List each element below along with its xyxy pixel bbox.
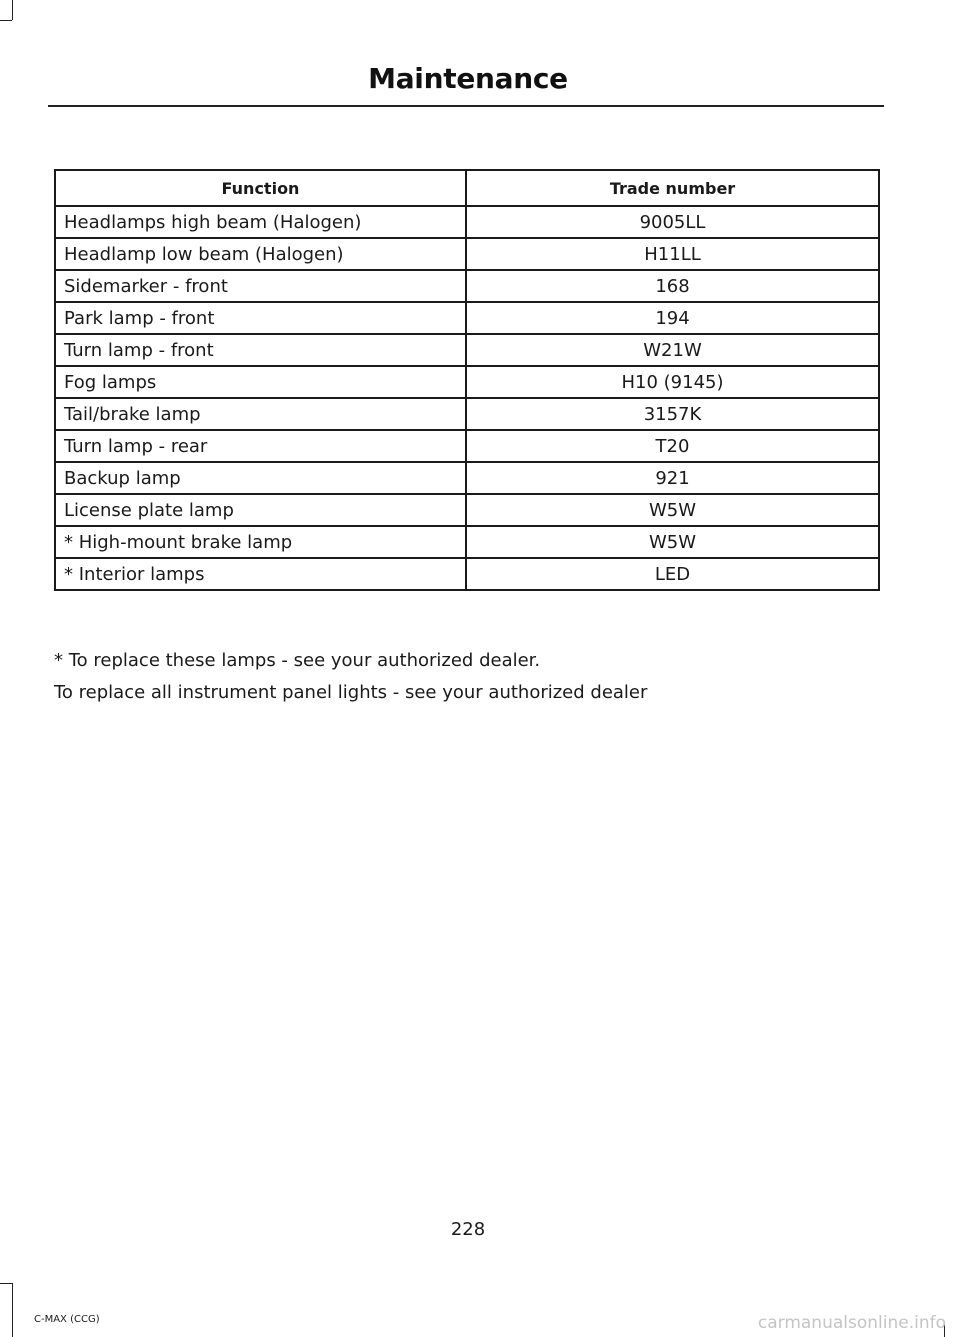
trade-number-cell: W21W bbox=[466, 334, 879, 366]
trade-number-cell: LED bbox=[466, 558, 879, 590]
function-cell: Park lamp - front bbox=[55, 302, 466, 334]
page-title: Maintenance bbox=[368, 62, 568, 95]
trade-number-cell: W5W bbox=[466, 526, 879, 558]
function-cell: Tail/brake lamp bbox=[55, 398, 466, 430]
footnote-dealer-replacement: * To replace these lamps - see your authorized dealer. bbox=[54, 650, 541, 671]
function-cell: Turn lamp - rear bbox=[55, 430, 466, 462]
function-cell: Fog lamps bbox=[55, 366, 466, 398]
trade-number-cell: T20 bbox=[466, 430, 879, 462]
table-row bbox=[55, 366, 879, 398]
table-row bbox=[55, 558, 879, 590]
trade-number-cell: H11LL bbox=[466, 238, 879, 270]
function-cell: Turn lamp - front bbox=[55, 334, 466, 366]
crop-mark bbox=[12, 1283, 13, 1337]
trade-number-cell: H10 (9145) bbox=[466, 366, 879, 398]
table-row bbox=[55, 334, 879, 366]
function-cell: * Interior lamps bbox=[55, 558, 466, 590]
function-cell: License plate lamp bbox=[55, 494, 466, 526]
table-row bbox=[55, 462, 879, 494]
function-cell: Headlamp low beam (Halogen) bbox=[55, 238, 466, 270]
watermark: carmanualsonline.info bbox=[757, 1313, 946, 1333]
crop-mark bbox=[0, 20, 12, 21]
trade-number-cell: 3157K bbox=[466, 398, 879, 430]
table-row bbox=[55, 302, 879, 334]
table-row bbox=[55, 238, 879, 270]
table-row bbox=[55, 398, 879, 430]
page-number: 228 bbox=[450, 1219, 486, 1240]
function-cell: Headlamps high beam (Halogen) bbox=[55, 206, 466, 238]
table-row bbox=[55, 494, 879, 526]
crop-mark bbox=[12, 0, 13, 20]
function-cell: Backup lamp bbox=[55, 462, 466, 494]
title-divider bbox=[48, 105, 884, 107]
column-header-function: Function bbox=[55, 170, 466, 206]
bulb-specification-table bbox=[54, 169, 880, 591]
column-header-trade-number: Trade number bbox=[466, 170, 879, 206]
table-row bbox=[55, 270, 879, 302]
instrument-panel-note: To replace all instrument panel lights - see your authorized dealer bbox=[54, 682, 648, 703]
table-row bbox=[55, 206, 879, 238]
trade-number-cell: 194 bbox=[466, 302, 879, 334]
trade-number-cell: 168 bbox=[466, 270, 879, 302]
footer-model-label: C-MAX (CCG) bbox=[34, 1314, 100, 1325]
function-cell: Sidemarker - front bbox=[55, 270, 466, 302]
crop-mark bbox=[0, 1283, 12, 1284]
trade-number-cell: 9005LL bbox=[466, 206, 879, 238]
trade-number-cell: W5W bbox=[466, 494, 879, 526]
table-row bbox=[55, 526, 879, 558]
table-row bbox=[55, 430, 879, 462]
function-cell: * High-mount brake lamp bbox=[55, 526, 466, 558]
table-header-row bbox=[55, 170, 879, 206]
trade-number-cell: 921 bbox=[466, 462, 879, 494]
